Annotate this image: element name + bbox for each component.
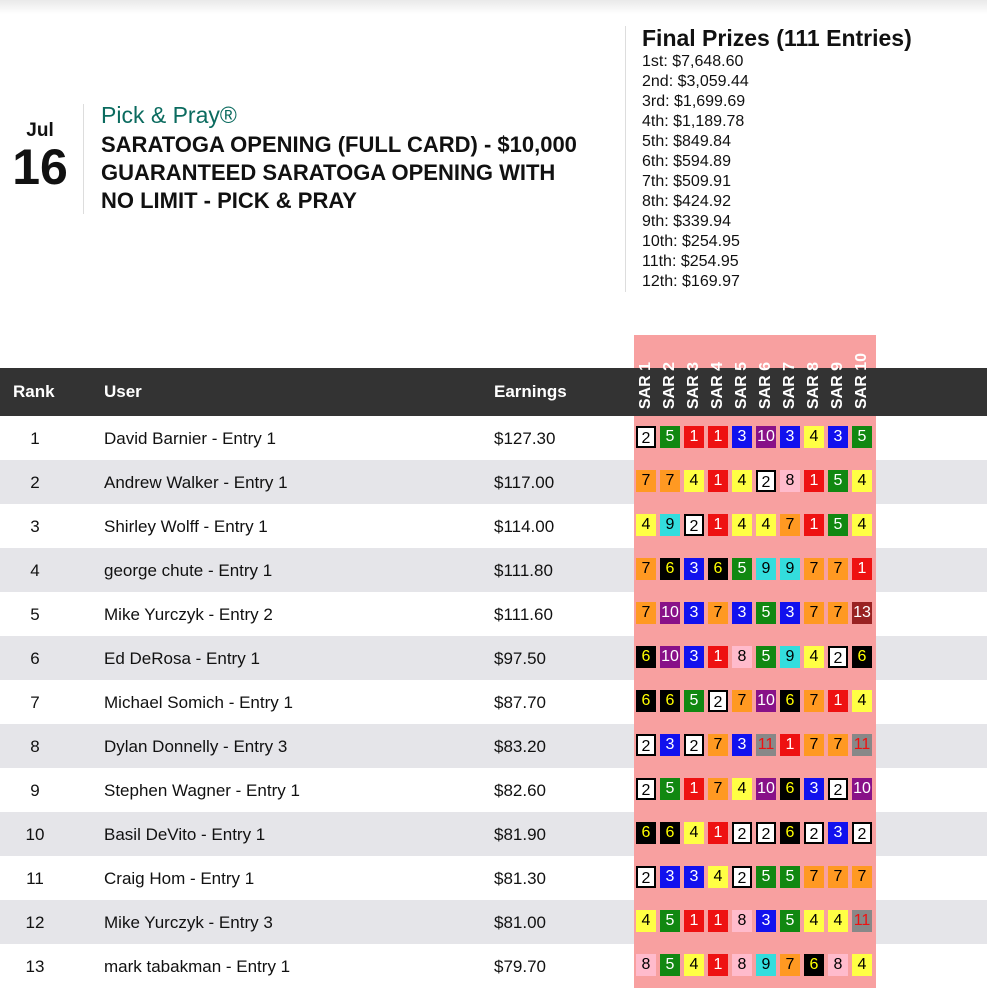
saddlecloth-pick: 2 [804, 822, 824, 844]
earnings-cell: $82.60 [494, 781, 546, 800]
event-title: SARATOGA OPENING (FULL CARD) - $10,000 GUARANTEED SARATOGA OPENING WITH NO LIMIT - PICK & PRAY [101, 132, 577, 213]
saddlecloth-pick: 5 [828, 514, 848, 536]
saddlecloth-pick: 8 [636, 954, 656, 976]
saddlecloth-pick: 5 [780, 866, 800, 888]
saddlecloth-pick: 4 [636, 910, 656, 932]
earnings-cell: $79.70 [494, 957, 546, 976]
saddlecloth-pick: 5 [660, 910, 680, 932]
saddlecloth-pick: 1 [828, 690, 848, 712]
saddlecloth-pick: 3 [684, 558, 704, 580]
picks-cell [634, 680, 876, 724]
saddlecloth-pick: 9 [756, 954, 776, 976]
table-row[interactable] [0, 768, 987, 812]
saddlecloth-pick: 10 [660, 646, 680, 668]
rank-cell: 9 [30, 781, 40, 800]
picks-cell [634, 548, 876, 592]
race-column-header: SAR 6 [757, 361, 774, 409]
saddlecloth-pick: 7 [804, 734, 824, 756]
saddlecloth-pick: 1 [708, 954, 728, 976]
earnings-cell: $111.60 [494, 605, 553, 624]
saddlecloth-pick: 1 [804, 514, 824, 536]
saddlecloth-pick: 6 [636, 690, 656, 712]
saddlecloth-pick: 5 [756, 866, 776, 888]
earnings-cell: $81.30 [494, 869, 546, 888]
saddlecloth-pick: 10 [852, 778, 872, 800]
saddlecloth-pick: 5 [732, 558, 752, 580]
user-cell: Michael Somich - Entry 1 [104, 693, 293, 712]
saddlecloth-pick: 1 [684, 426, 704, 448]
saddlecloth-pick: 11 [852, 910, 872, 932]
saddlecloth-pick: 2 [756, 470, 776, 492]
user-cell: Mike Yurczyk - Entry 2 [104, 605, 273, 624]
saddlecloth-pick: 13 [852, 602, 872, 624]
top-shade [0, 0, 987, 14]
picks-cell [634, 812, 876, 856]
saddlecloth-pick: 4 [852, 690, 872, 712]
saddlecloth-pick: 1 [708, 514, 728, 536]
saddlecloth-pick: 3 [732, 602, 752, 624]
saddlecloth-pick: 1 [708, 646, 728, 668]
race-column-header: SAR 1 [637, 361, 654, 409]
saddlecloth-pick: 3 [684, 602, 704, 624]
prize-item: 8th: $424.92 [642, 193, 731, 210]
rank-cell: 1 [30, 429, 40, 448]
saddlecloth-pick: 1 [804, 470, 824, 492]
saddlecloth-pick: 4 [684, 470, 704, 492]
saddlecloth-pick: 3 [660, 866, 680, 888]
rank-cell: 12 [25, 913, 45, 932]
saddlecloth-pick: 7 [780, 514, 800, 536]
saddlecloth-pick: 9 [780, 646, 800, 668]
prize-item: 3rd: $1,699.69 [642, 93, 746, 110]
saddlecloth-pick: 5 [852, 426, 872, 448]
saddlecloth-pick: 5 [660, 954, 680, 976]
table-row[interactable] [0, 680, 987, 724]
race-column-header: SAR 9 [829, 361, 846, 409]
saddlecloth-pick: 3 [780, 602, 800, 624]
user-cell: george chute - Entry 1 [104, 561, 273, 580]
saddlecloth-pick: 3 [684, 646, 704, 668]
saddlecloth-pick: 4 [804, 910, 824, 932]
table-row[interactable] [0, 504, 987, 548]
user-cell: Andrew Walker - Entry 1 [104, 473, 288, 492]
rank-cell: 7 [30, 693, 40, 712]
prize-item: 2nd: $3,059.44 [642, 73, 749, 90]
saddlecloth-pick: 7 [852, 866, 872, 888]
rank-header[interactable]: Rank [13, 382, 55, 401]
prize-item: 10th: $254.95 [642, 233, 740, 250]
saddlecloth-pick: 5 [780, 910, 800, 932]
picks-cell [634, 900, 876, 944]
race-column-header: SAR 4 [709, 361, 726, 409]
leaderboard-table [0, 416, 987, 988]
saddlecloth-pick: 5 [756, 646, 776, 668]
saddlecloth-pick: 1 [780, 734, 800, 756]
race-column-header: SAR 2 [661, 361, 678, 409]
earnings-cell: $87.70 [494, 693, 546, 712]
prize-list [642, 52, 912, 292]
saddlecloth-pick: 3 [660, 734, 680, 756]
saddlecloth-pick: 1 [684, 910, 704, 932]
earnings-cell: $111.80 [494, 561, 553, 580]
earnings-cell: $97.50 [494, 649, 546, 668]
earnings-header[interactable]: Earnings [494, 382, 567, 401]
picks-cell [634, 856, 876, 900]
saddlecloth-pick: 6 [780, 778, 800, 800]
race-column-header: SAR 5 [733, 361, 750, 409]
saddlecloth-pick: 3 [756, 910, 776, 932]
saddlecloth-pick: 8 [732, 910, 752, 932]
picks-cell [634, 768, 876, 812]
saddlecloth-pick: 10 [660, 602, 680, 624]
saddlecloth-pick: 4 [828, 910, 848, 932]
saddlecloth-pick: 7 [804, 866, 824, 888]
table-row[interactable] [0, 856, 987, 900]
race-column-header: SAR 3 [685, 361, 702, 409]
user-cell: Dylan Donnelly - Entry 3 [104, 737, 288, 756]
saddlecloth-pick: 7 [636, 470, 656, 492]
saddlecloth-pick: 1 [708, 910, 728, 932]
picks-cell [634, 460, 876, 504]
user-cell: Stephen Wagner - Entry 1 [104, 781, 300, 800]
table-row[interactable] [0, 900, 987, 944]
saddlecloth-pick: 1 [708, 470, 728, 492]
rank-cell: 8 [30, 737, 40, 756]
earnings-cell: $81.90 [494, 825, 546, 844]
saddlecloth-pick: 4 [684, 954, 704, 976]
saddlecloth-pick: 2 [636, 734, 656, 756]
saddlecloth-pick: 7 [804, 602, 824, 624]
saddlecloth-pick: 7 [804, 558, 824, 580]
earnings-cell: $81.00 [494, 913, 546, 932]
user-cell: Craig Hom - Entry 1 [104, 869, 255, 888]
rank-cell: 4 [30, 561, 40, 580]
prize-item: 12th: $169.97 [642, 273, 740, 290]
user-cell: Basil DeVito - Entry 1 [104, 825, 266, 844]
picks-cell [634, 724, 876, 768]
saddlecloth-pick: 2 [636, 426, 656, 448]
saddlecloth-pick: 3 [828, 822, 848, 844]
saddlecloth-pick: 2 [828, 646, 848, 668]
table-row[interactable] [0, 812, 987, 856]
saddlecloth-pick: 7 [780, 954, 800, 976]
divider [625, 26, 626, 292]
table-row[interactable] [0, 724, 987, 768]
table-row[interactable] [0, 636, 987, 680]
earnings-cell: $83.20 [494, 737, 546, 756]
saddlecloth-pick: 7 [828, 866, 848, 888]
saddlecloth-pick: 2 [852, 822, 872, 844]
picks-cell [634, 592, 876, 636]
saddlecloth-pick: 3 [780, 426, 800, 448]
saddlecloth-pick: 6 [660, 558, 680, 580]
saddlecloth-pick: 3 [732, 734, 752, 756]
saddlecloth-pick: 1 [708, 426, 728, 448]
rank-cell: 5 [30, 605, 40, 624]
saddlecloth-pick: 4 [756, 514, 776, 536]
saddlecloth-pick: 2 [684, 734, 704, 756]
saddlecloth-pick: 3 [828, 426, 848, 448]
prize-item: 9th: $339.94 [642, 213, 731, 230]
picks-cell [634, 416, 876, 460]
saddlecloth-pick: 11 [756, 734, 776, 756]
saddlecloth-pick: 7 [660, 470, 680, 492]
saddlecloth-pick: 2 [756, 822, 776, 844]
saddlecloth-pick: 3 [684, 866, 704, 888]
saddlecloth-pick: 4 [804, 646, 824, 668]
rank-cell: 6 [30, 649, 40, 668]
saddlecloth-pick: 7 [708, 778, 728, 800]
prizes-heading: Final Prizes (111 Entries) [642, 25, 912, 51]
saddlecloth-pick: 1 [708, 822, 728, 844]
saddlecloth-pick: 2 [636, 778, 656, 800]
saddlecloth-pick: 8 [780, 470, 800, 492]
saddlecloth-pick: 4 [732, 778, 752, 800]
saddlecloth-pick: 4 [636, 514, 656, 536]
saddlecloth-pick: 6 [708, 558, 728, 580]
prize-item: 7th: $509.91 [642, 173, 731, 190]
saddlecloth-pick: 1 [852, 558, 872, 580]
saddlecloth-pick: 2 [636, 866, 656, 888]
saddlecloth-pick: 1 [684, 778, 704, 800]
saddlecloth-pick: 2 [708, 690, 728, 712]
saddlecloth-pick: 4 [684, 822, 704, 844]
saddlecloth-pick: 6 [636, 822, 656, 844]
event-month: Jul [26, 120, 54, 141]
saddlecloth-pick: 5 [660, 426, 680, 448]
saddlecloth-pick: 8 [828, 954, 848, 976]
divider [83, 104, 84, 214]
saddlecloth-pick: 4 [708, 866, 728, 888]
saddlecloth-pick: 7 [636, 558, 656, 580]
saddlecloth-pick: 8 [732, 954, 752, 976]
saddlecloth-pick: 7 [636, 602, 656, 624]
saddlecloth-pick: 10 [756, 778, 776, 800]
saddlecloth-pick: 9 [660, 514, 680, 536]
saddlecloth-pick: 6 [660, 690, 680, 712]
race-column-header: SAR 10 [853, 352, 870, 409]
saddlecloth-pick: 6 [852, 646, 872, 668]
saddlecloth-pick: 7 [804, 690, 824, 712]
prize-item: 11th: $254.95 [642, 253, 739, 270]
table-row[interactable] [0, 548, 987, 592]
user-cell: Mike Yurczyk - Entry 3 [104, 913, 273, 932]
saddlecloth-pick: 4 [852, 470, 872, 492]
race-column-header: SAR 7 [781, 361, 798, 409]
earnings-cell: $127.30 [494, 429, 556, 448]
user-header[interactable]: User [104, 382, 142, 401]
rank-cell: 11 [26, 869, 44, 888]
event-date [0, 120, 80, 195]
saddlecloth-pick: 2 [732, 822, 752, 844]
prize-item: 6th: $594.89 [642, 153, 731, 170]
saddlecloth-pick: 9 [756, 558, 776, 580]
saddlecloth-pick: 6 [780, 690, 800, 712]
user-cell: David Barnier - Entry 1 [104, 429, 276, 448]
table-row[interactable] [0, 416, 987, 460]
saddlecloth-pick: 5 [684, 690, 704, 712]
saddlecloth-pick: 7 [828, 558, 848, 580]
saddlecloth-pick: 4 [804, 426, 824, 448]
saddlecloth-pick: 10 [756, 690, 776, 712]
user-cell: Ed DeRosa - Entry 1 [104, 649, 260, 668]
saddlecloth-pick: 3 [732, 426, 752, 448]
earnings-cell: $117.00 [494, 473, 555, 492]
saddlecloth-pick: 5 [828, 470, 848, 492]
saddlecloth-pick: 2 [732, 866, 752, 888]
saddlecloth-pick: 2 [684, 514, 704, 536]
rank-cell: 2 [30, 473, 40, 492]
saddlecloth-pick: 6 [804, 954, 824, 976]
saddlecloth-pick: 4 [732, 470, 752, 492]
table-row[interactable] [0, 460, 987, 504]
saddlecloth-pick: 5 [756, 602, 776, 624]
picks-cell [634, 636, 876, 680]
prize-item: 1st: $7,648.60 [642, 53, 744, 70]
saddlecloth-pick: 10 [756, 426, 776, 448]
saddlecloth-pick: 4 [852, 954, 872, 976]
saddlecloth-pick: 4 [852, 514, 872, 536]
brand-label: Pick & Pray® [101, 102, 237, 128]
prizes-panel [642, 24, 912, 292]
prize-item: 4th: $1,189.78 [642, 113, 745, 130]
saddlecloth-pick: 11 [852, 734, 872, 756]
saddlecloth-pick: 9 [780, 558, 800, 580]
saddlecloth-pick: 5 [660, 778, 680, 800]
saddlecloth-pick: 7 [828, 602, 848, 624]
saddlecloth-pick: 3 [804, 778, 824, 800]
saddlecloth-pick: 7 [708, 734, 728, 756]
table-row[interactable] [0, 944, 987, 988]
user-cell: Shirley Wolff - Entry 1 [104, 517, 268, 536]
saddlecloth-pick: 8 [732, 646, 752, 668]
event-day: 16 [12, 139, 68, 195]
saddlecloth-pick: 2 [828, 778, 848, 800]
race-column-headers [634, 335, 876, 415]
race-column-header: SAR 8 [805, 361, 822, 409]
rank-cell: 10 [25, 825, 45, 844]
saddlecloth-pick: 6 [636, 646, 656, 668]
earnings-cell: $114.00 [494, 517, 555, 536]
picks-cell [634, 504, 876, 548]
saddlecloth-pick: 4 [732, 514, 752, 536]
saddlecloth-pick: 6 [780, 822, 800, 844]
rank-cell: 13 [25, 957, 45, 976]
saddlecloth-pick: 7 [828, 734, 848, 756]
saddlecloth-pick: 6 [660, 822, 680, 844]
saddlecloth-pick: 7 [708, 602, 728, 624]
user-cell: mark tabakman - Entry 1 [104, 957, 291, 976]
rank-cell: 3 [30, 517, 40, 536]
table-row[interactable] [0, 592, 987, 636]
picks-cell [634, 944, 876, 988]
saddlecloth-pick: 7 [732, 690, 752, 712]
prize-item: 5th: $849.84 [642, 133, 731, 150]
